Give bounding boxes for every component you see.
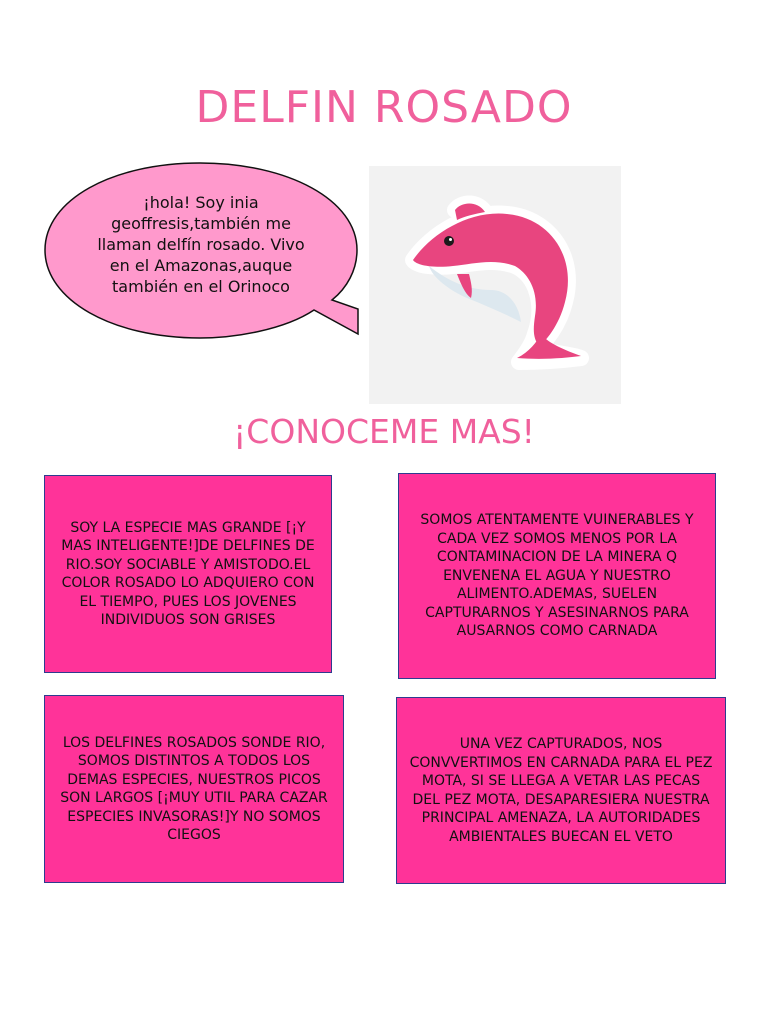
info-card xyxy=(398,473,716,679)
page-title: DELFIN ROSADO xyxy=(195,82,573,133)
info-card-text: LOS DELFINES ROSADOS SONDE RIO, SOMOS DISTINTOS A TODOS LOS DEMAS ESPECIES, NUESTROS PICOS SON LARGOS [¡MUY UTIL PARA CAZAR ESPECIES INVASORAS!]Y NO SOMOS CIEGOS xyxy=(60,734,328,843)
info-card xyxy=(44,475,332,673)
info-card xyxy=(44,695,344,883)
pink-dolphin-icon xyxy=(369,166,621,404)
info-card-text: SOY LA ESPECIE MAS GRANDE [¡Y MAS INTELIGENTE!]DE DELFINES DE RIO.SOY SOCIABLE Y AMISTODO.EL COLOR ROSADO LO ADQUIERO CON EL TIEMPO, PUES LOS JOVENES INDIVIDUOS SON GRISES xyxy=(61,519,315,628)
info-card-text: SOMOS ATENTAMENTE VUINERABLES Y CADA VEZ SOMOS MENOS POR LA CONTAMINACION DE LA MINERA Q ENVENENA EL AGUA Y NUESTRO ALIMENTO.ADEMAS, SUELEN CAPTURARNOS Y ASESINARNOS PARA AUSARNOS COMO CARNADA xyxy=(420,512,694,640)
dolphin-image xyxy=(369,166,621,404)
section-heading: ¡CONOCEME MAS! xyxy=(233,412,535,451)
speech-bubble xyxy=(44,162,364,342)
speech-bubble-text: ¡hola! Soy inia geoffresis,también me llaman delfín rosado. Vivo en el Amazonas,auque también en el Orinoco xyxy=(97,193,305,296)
info-card-text: UNA VEZ CAPTURADOS, NOS CONVVERTIMOS EN CARNADA PARA EL PEZ MOTA, SI SE LLEGA A VETAR LAS PECAS DEL PEZ MOTA, DESAPARESIERA NUESTRA PRINCIPAL AMENAZA, LA AUTORIDADES AMBIENTALES BUECAN EL VETO xyxy=(409,736,713,845)
info-card xyxy=(396,697,726,884)
